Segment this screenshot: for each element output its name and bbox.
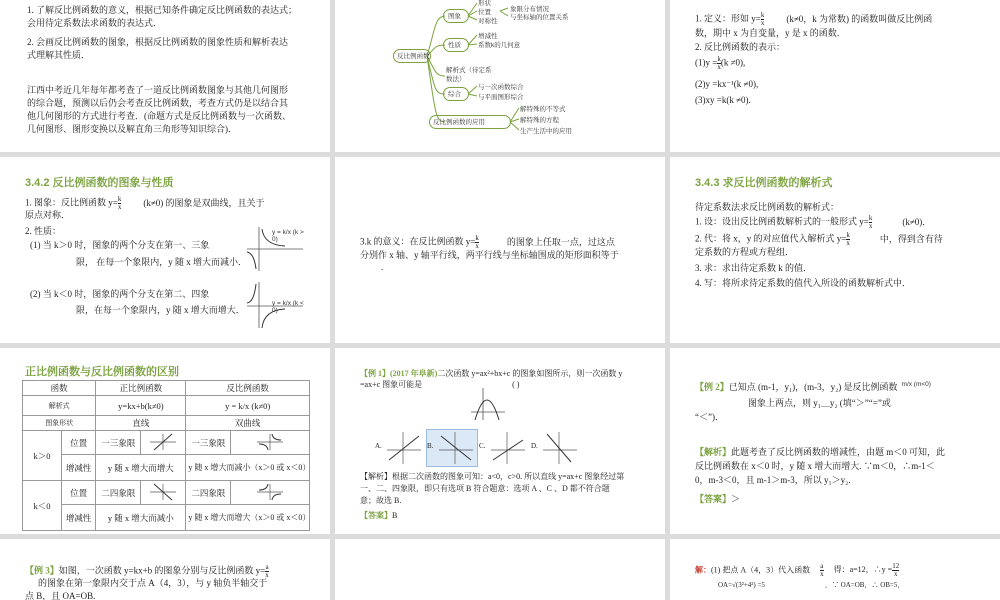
mindmap-leaf: 生产生活中的应用 [520,128,572,135]
mindmap-node-tuxiang: 图象 [448,13,461,20]
step-2: 2. 代：将 x，y 的对应值代入解析式 y= $\frac{k}{x}$ 中，得到含有待 [695,231,943,247]
exam-analysis-4: 几何图形、图形变换以及解直角三角形等知识综合)． [27,124,237,134]
header-cell: 函数 [23,381,96,396]
option-b[interactable] [427,430,477,466]
property-kneg-1: (2) 当 k＜0 时，图象的两个分支在第二、四象 [30,289,210,299]
linear-kneg-mini-graph [141,481,186,505]
mindmap-node-jiexishi: 解析式（待定系数法） [446,67,492,83]
mindmap-leaf: 解特殊的方程 [520,117,559,124]
section-title: 3.4.3 求反比例函数的解析式 [695,177,833,189]
header-cell: 反比例函数 [186,381,310,396]
example2-question-line2: 图象上两点，则 y₁＿y₂ (填“＞”“=”或 [748,398,891,408]
step-4: 4. 写：将所求待定系数的值代入所设的函数解析式中． [695,278,912,288]
slide-find-expression[interactable] [670,157,1000,343]
exam-analysis-3: 他几何图形的方式进行考查．(命题方式是反比例函数与一次函数、 [27,111,291,121]
mindmap-leaf: 象限分布情况 [510,6,549,13]
example1-analysis-2: 一、二、四象限，即只有选项 B 符合题意：选项 A 、C 、D 都不符合题 [360,484,610,493]
mindmap-leaf: 位置 [478,9,491,16]
representation-2: (2)y =kx⁻¹(k ≠0), [695,79,759,89]
mindmap-node-xingzhi: 性质 [448,42,461,49]
linear-pos-kneg: 二四象限 [96,481,141,505]
answer-options [375,430,645,466]
mindmap-lines [335,0,665,152]
position-label: 位置 [62,481,96,505]
linear-kpos-mini-graph [141,431,186,455]
trend-label: 增减性 [62,455,96,481]
slide-solution[interactable] [670,539,1000,600]
slide-graph-properties[interactable] [0,157,330,343]
example2-analysis-1: 【解析】此题考查了反比例函数的增减性，由题 m＜0 可知，此 [695,447,946,457]
row-label: 图象形状 [23,416,96,431]
slide-example-1[interactable] [335,348,665,534]
slide-example-3[interactable] [0,539,330,600]
example2-question-line3: “＜”)． [695,412,724,422]
hyperbola-kpos-label: y = k/x (k > 0) [272,229,304,243]
example2-analysis-3: 0，m-3＜0，且 m-1＞m-3，所以 y₁＞y₂. [695,475,851,485]
definition-line1: 1. 定义：形如 y= $\frac{k}{x}$ (k≠0，k 为常数) 的函数叫做反比例函 [695,11,933,27]
step-1: 1. 设：设出反比例函数解析式的一般形式 y= $\frac{k}{x}$ (k≠0)． [695,214,932,230]
inverse-pos-kpos: 一三象限 [186,431,231,455]
inverse-kneg-mini-graph [231,481,310,505]
mindmap-leaf: 解特殊的不等式 [520,106,566,113]
solution-line1: 解：(1) 把点 A（4，3）代入函数 $\frac{a}{x}$ 得：a=12，∴y = $\frac{12}{x}$ [695,562,900,578]
kpos-label: k＞0 [23,431,62,481]
cell-linear-shape: 直线 [96,416,186,431]
k-meaning-line1: 3.k 的意义：在反比例函数 y= $\frac{k}{x}$ 的图象上任取一点，过这点 [360,234,615,250]
slide-example-2[interactable] [670,348,1000,534]
linear-pos-kpos: 一三象限 [96,431,141,455]
option-graph [489,430,527,466]
example1-question-line2: =ax+c 图象可能是 ( ) [360,380,520,389]
objective-2a: 2. 会画反比例函数的图象，根据反比例函数的图象性质和解析表达 [27,37,289,47]
option-label: C. [479,442,486,450]
example1-question-line1: 【例 1】(2017 年阜新)二次函数 y=ax²+bx+c 的图象如图所示，则一次函数 y [360,369,623,378]
mindmap-node-yingyong: 反比例函数的应用 [433,119,485,126]
option-label: A. [375,442,382,450]
example2-answer: 【答案】＞ [695,494,741,504]
graph-line1: 1. 图象：反比例函数 y= $\frac{k}{x}$ (k≠0) 的图象是双曲线，且关于 [25,195,265,211]
k-meaning-line3: . [381,262,384,272]
objective-1a: 1. 了解反比例函数的意义，根据已知条件确定反比例函数的表达式； [27,5,298,15]
hyperbola-kneg-label: y = k/x (k < 0) [272,300,304,314]
mindmap-center: 反比例函数 [397,53,430,60]
option-d[interactable] [531,430,581,466]
step-3: 3. 求：求出待定系数 k 的值． [695,263,813,273]
mindmap-leaf: 与坐标轴的位置关系 [510,14,569,21]
option-c[interactable] [479,430,529,466]
example2-analysis-2: 反比例函数在 x＜0 时，y 随 x 增大而增大. ∵m＜0，∴m-1＜ [695,461,935,471]
mindmap-leaf: 与平面图形综合 [478,94,524,101]
mindmap-leaf: 形状 [478,0,491,7]
representation-heading: 2. 反比例函数的表示： [695,42,786,52]
example2-question-line1: 【例 2】已知点 (m-1，y₁)，(m-3，y₂) 是反比例函数 $^{m/x (m<0)}$ [695,381,931,392]
method-intro: 待定系数法求反比例函数的解析式： [695,202,840,212]
cell-inverse-shape: 双曲线 [186,416,310,431]
slide-k-meaning[interactable] [335,157,665,343]
mindmap-leaf: 增减性 [478,33,498,40]
inverse-trend-kpos: y 随 x 增大而减小（x＞0 或 x＜0） [186,455,310,481]
representation-1: (1)y = $\frac{k}{x}$ (k ≠0), [695,55,746,71]
mindmap-leaf: 对称性 [478,18,498,25]
property-kpos-2: 限， 在每一个象限内，y 随 x 增大而减小． [76,257,248,267]
option-graph [385,430,423,466]
cell-inverse-expr: y = k/x (k≠0) [186,396,310,416]
objective-1b: 会用待定系数法求函数的表达式． [27,18,163,28]
graph-line2: 原点对称． [25,210,71,220]
example1-analysis-1: 【解析】根据二次函数的图象可知：a<0，c>0. 所以直线 y=ax+c 图象经过第 [360,472,625,481]
property-kneg-2: 限，在每一个象限内，y 随 x 增大而增大． [76,305,245,315]
option-a[interactable] [375,430,425,466]
trend-label: 增减性 [62,505,96,531]
cell-linear-expr: y=kx+b(k≠0) [96,396,186,416]
header-cell: 正比例函数 [96,381,186,396]
slide-mindmap[interactable] [335,0,665,152]
example3-question-line2: 的图象在第一象限内交于点 A（4，3），与 y 轴负半轴交于 [38,578,268,588]
solution-line2: OA=√(3²+4²) =5 ，∵ OA=OB，∴ OB=5， [718,581,905,589]
example3-question-line3: 点 B，且 OA=OB. [25,591,96,600]
mindmap-leaf: 系数k的几何意 [478,42,521,49]
example1-answer: 【答案】B [360,511,398,520]
objective-2b: 式理解其性质． [27,50,91,60]
slide-objectives[interactable] [0,0,330,152]
kneg-label: k＜0 [23,481,62,531]
linear-trend-kpos: y 随 x 增大而增大 [96,455,186,481]
slide-comparison[interactable] [0,348,330,534]
option-label: B. [427,442,434,450]
mindmap-node-zonghe: 综合 [448,91,461,98]
section-title: 3.4.2 反比例函数的图象与性质 [25,177,174,189]
exam-analysis-2: 的综合题，预测以后仍会考查反比例函数，考查方式仍是以结合其 [27,98,289,108]
parabola-figure [467,386,507,422]
exam-analysis-1: 江西中考近几年每年都考查了一道反比例函数图象与其他几何图形 [27,85,289,95]
inverse-pos-kneg: 二四象限 [186,481,231,505]
properties-heading: 2. 性质： [25,226,62,236]
row-label: 解析式 [23,396,96,416]
slide-blank[interactable] [335,539,665,600]
property-kpos-1: (1) 当 k＞0 时，图象的两个分支在第一、三象 [30,240,210,250]
linear-trend-kneg: y 随 x 增大而减小 [96,505,186,531]
definition-line2: 数，期中 x 为自变量，y 是 x 的函数． [695,28,846,38]
inverse-kpos-mini-graph [231,431,310,455]
position-label: 位置 [62,431,96,455]
step-2b: 定系数的方程或方程组． [695,247,795,257]
comparison-table [22,380,310,531]
section-title: 正比例函数与反比例函数的区别 [25,366,179,378]
mindmap-leaf: 与一次函数综合 [478,84,524,91]
example1-analysis-3: 意；故选 B. [360,496,402,505]
inverse-trend-kneg: y 随 x 增大而增大（x＞0 或 x＜0） [186,505,310,531]
option-label: D. [531,442,538,450]
option-graph [541,430,579,466]
option-graph [437,430,475,466]
slide-definition[interactable] [670,0,1000,152]
example3-question-line1: 【例 3】如图，一次函数 y=kx+b 的图象分别与反比例函数 y= $\frac{a}{x}$ [25,563,269,579]
representation-3: (3)xy =k(k ≠0). [695,95,751,105]
k-meaning-line2: 分别作 x 轴、y 轴平行线，两平行线与坐标轴围成的矩形面积等于 [360,250,619,260]
